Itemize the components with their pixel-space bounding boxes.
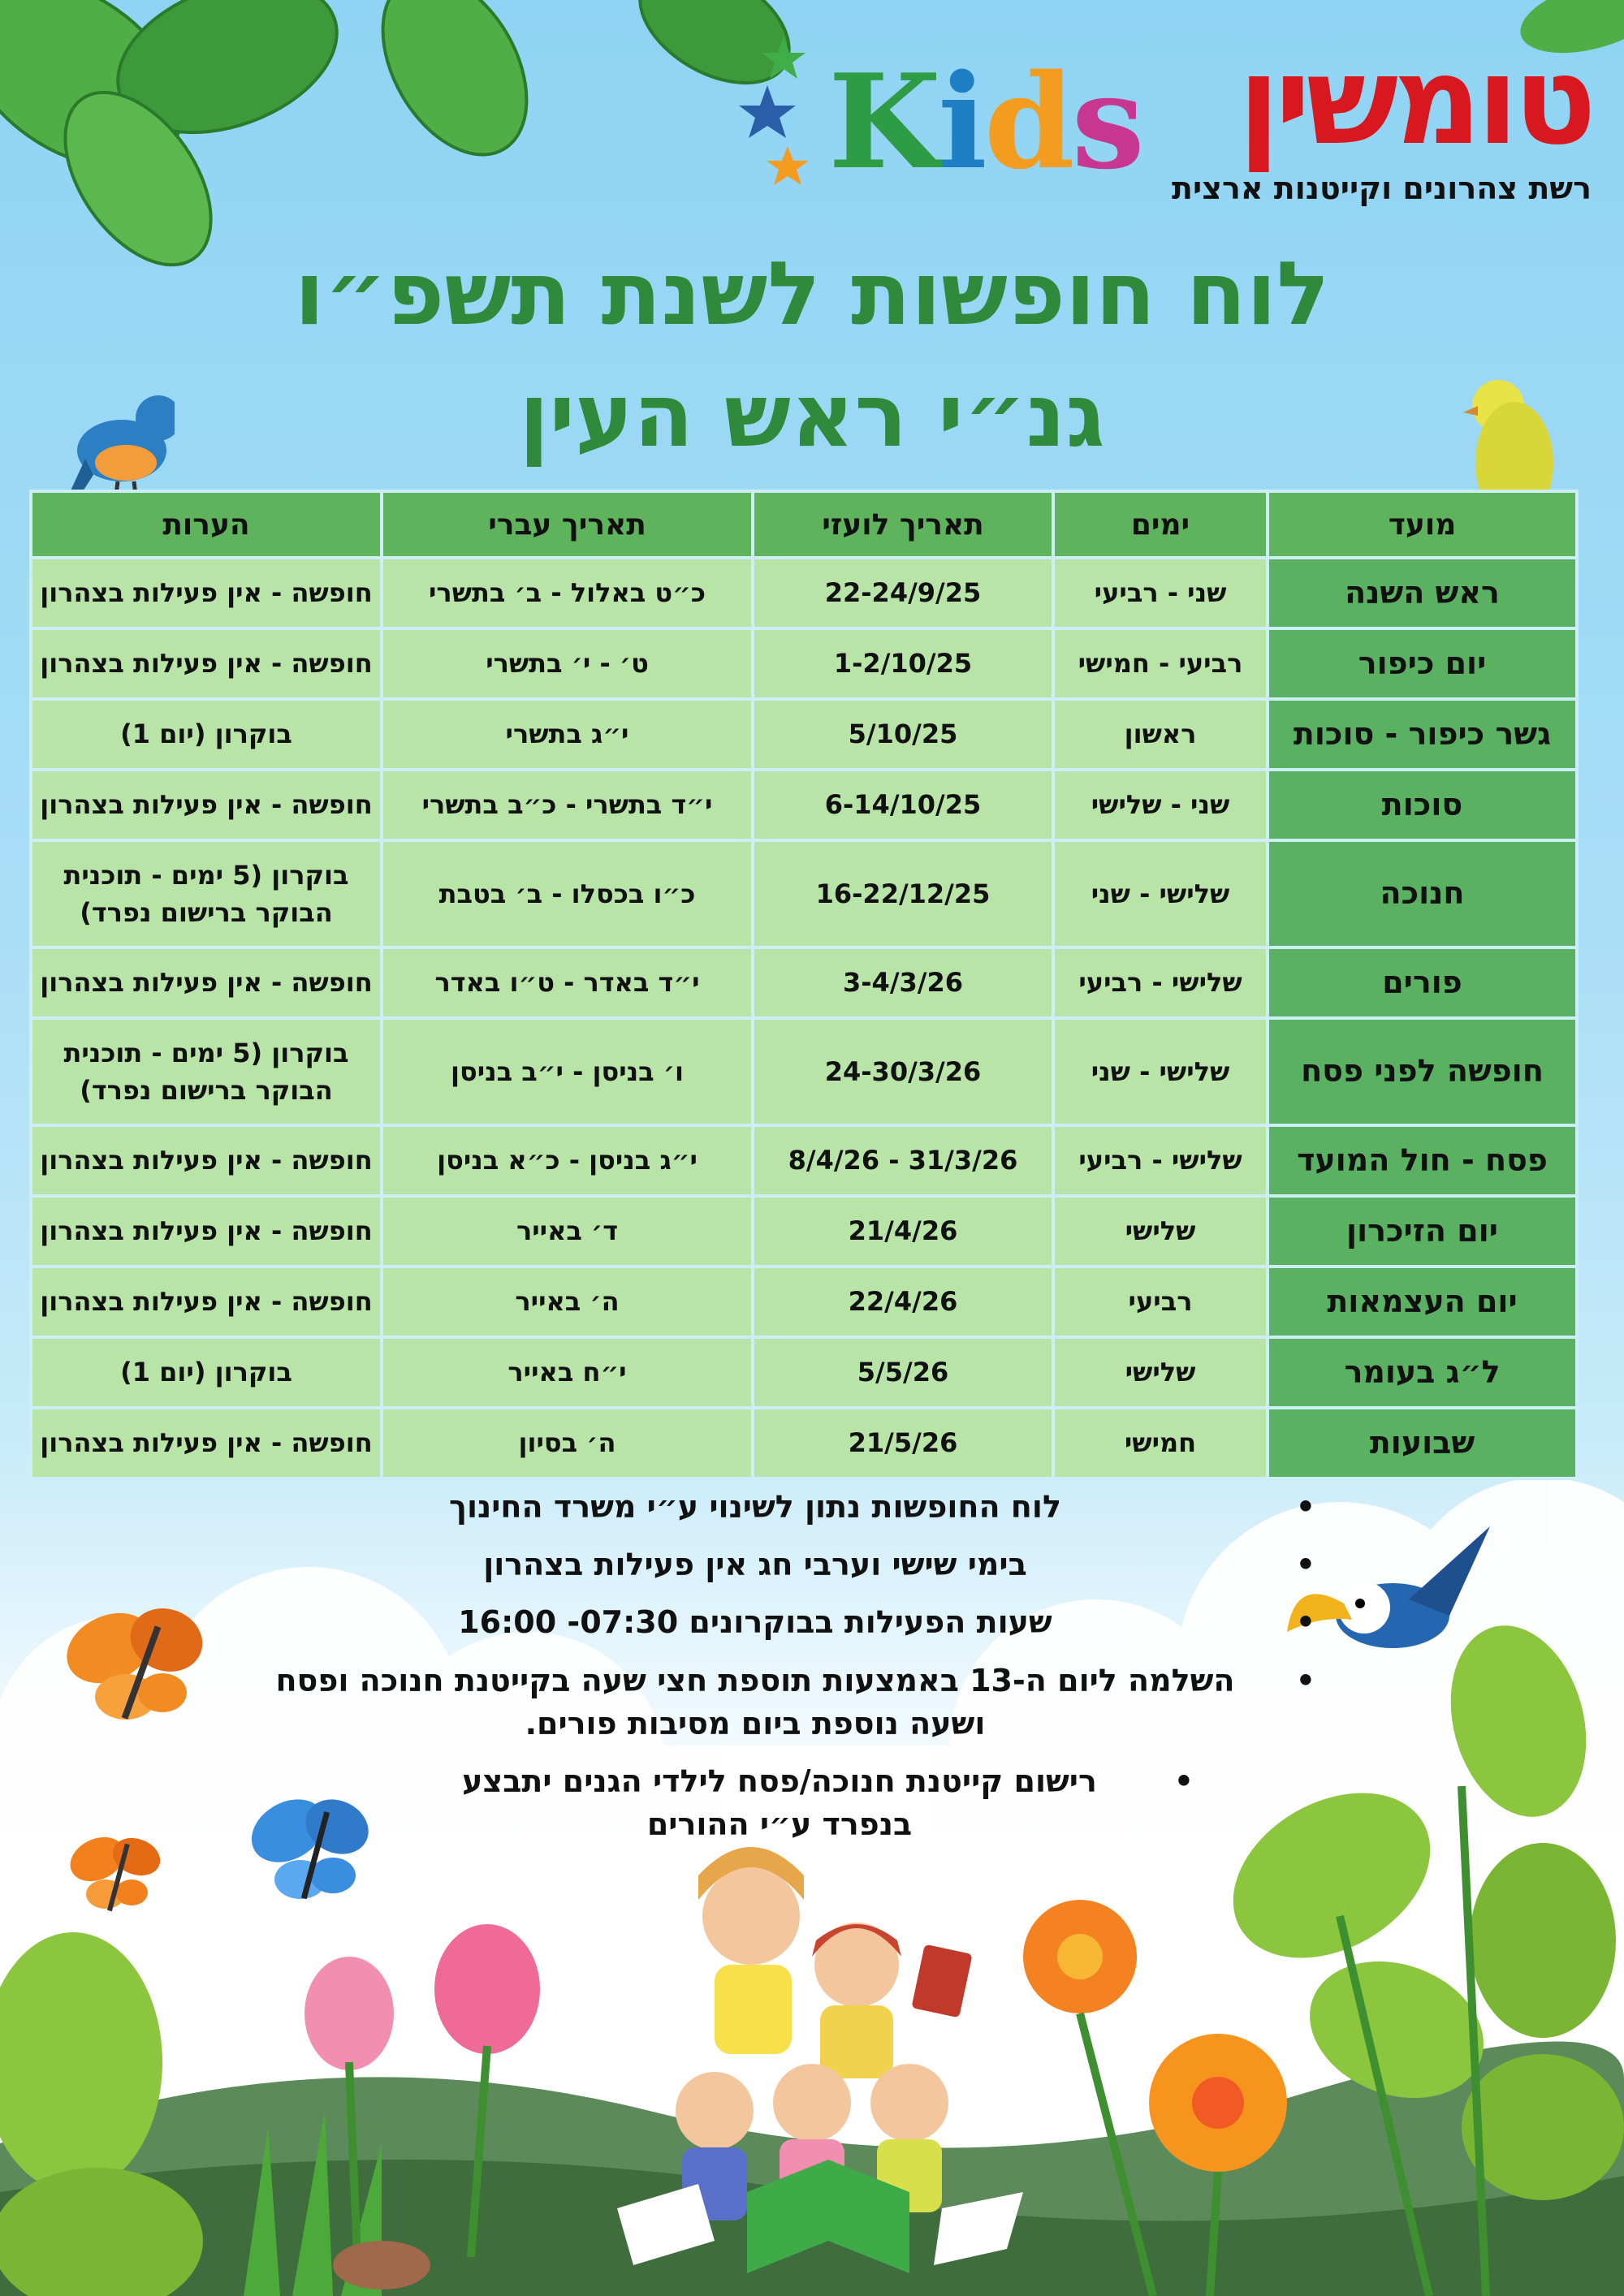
cell-gregorian-date: 31/3/26 - 8/4/26 [753, 1125, 1053, 1196]
table-row [31, 1018, 1577, 1125]
brand-name: טומשין [1237, 31, 1592, 172]
cell-holiday: פורים [1268, 947, 1577, 1018]
cell-gregorian-date: 24-30/3/26 [753, 1018, 1053, 1125]
cell-days: רביעי [1053, 1267, 1268, 1337]
note-item: • השלמה ליום ה-13 באמצעות תוספת חצי שעה בקייטנת חנוכה ופסח ושעה נוספת ביום מסיבות פורים. [244, 1659, 1315, 1746]
cell-notes: בוקרון (5 ימים - תוכנית הבוקר ברישום נפרד) [31, 840, 382, 947]
cell-gregorian-date: 16-22/12/25 [753, 840, 1053, 947]
table-row [31, 558, 1577, 628]
cell-days: רביעי - חמישי [1053, 628, 1268, 699]
cell-hebrew-date: ה׳ בסיון [382, 1408, 753, 1478]
cell-days: שני - שלישי [1053, 770, 1268, 840]
cell-hebrew-date: י״ד באדר - ט״ו באדר [382, 947, 753, 1018]
kids-wordmark: Kids [828, 45, 1142, 198]
cell-gregorian-date: 6-14/10/25 [753, 770, 1053, 840]
bullet-icon: • [1295, 1662, 1315, 1698]
cell-holiday: יום הזיכרון [1268, 1196, 1577, 1267]
cell-days: שלישי - רביעי [1053, 1125, 1268, 1196]
cell-holiday: גשר כיפור - סוכות [1268, 699, 1577, 770]
cell-notes: בוקרון (יום 1) [31, 1337, 382, 1408]
brand-tagline: רשת צהרונים וקייטנות ארצית [1172, 170, 1592, 206]
cell-notes: חופשה - אין פעילות בצהרון [31, 1196, 382, 1267]
cell-hebrew-date: י״ג בתשרי [382, 699, 753, 770]
note-item: • לוח החופשות נתון לשינוי ע״י משרד החינוך [244, 1486, 1315, 1529]
bullet-icon: • [1295, 1604, 1315, 1641]
cell-gregorian-date: 22/4/26 [753, 1267, 1053, 1337]
cell-notes: חופשה - אין פעילות בצהרון [31, 558, 382, 628]
brand-logo [739, 32, 1592, 211]
cell-days: חמישי [1053, 1408, 1268, 1478]
cell-gregorian-date: 5/10/25 [753, 699, 1053, 770]
butterfly-orange-icon [61, 1591, 215, 1746]
cell-days: שלישי - שני [1053, 840, 1268, 947]
cell-notes: חופשה - אין פעילות בצהרון [31, 628, 382, 699]
cell-holiday: יום העצמאות [1268, 1267, 1577, 1337]
cell-hebrew-date: ט׳ - י׳ בתשרי [382, 628, 753, 699]
header-holiday: מועד [1268, 491, 1577, 558]
notes-list [244, 1486, 1315, 1861]
table-row [31, 1337, 1577, 1408]
cell-notes: בוקרון (5 ימים - תוכנית הבוקר ברישום נפרד) [31, 1018, 382, 1125]
cell-days: שלישי - רביעי [1053, 947, 1268, 1018]
cell-gregorian-date: 21/4/26 [753, 1196, 1053, 1267]
note-item: • בימי שישי וערבי חג אין פעילות בצהרון [244, 1543, 1315, 1586]
cell-days: שלישי [1053, 1196, 1268, 1267]
header-hebrew-date: תאריך עברי [382, 491, 753, 558]
table-row [31, 1196, 1577, 1267]
cell-hebrew-date: ה׳ באייר [382, 1267, 753, 1337]
cell-holiday: חנוכה [1268, 840, 1577, 947]
cell-notes: בוקרון (יום 1) [31, 699, 382, 770]
note-item: • רישום קייטנת חנוכה/פסח לילדי הגנים יתבצע בנפרד ע״י ההורים [244, 1760, 1315, 1846]
note-item: • שעות הפעילות בבוקרונים 07:30- 16:00 [244, 1601, 1315, 1644]
table-row [31, 1267, 1577, 1337]
stars-people-icon [739, 32, 836, 195]
cell-hebrew-date: י״ד בתשרי - כ״ב בתשרי [382, 770, 753, 840]
table-row [31, 628, 1577, 699]
cell-notes: חופשה - אין פעילות בצהרון [31, 770, 382, 840]
cell-days: שלישי [1053, 1337, 1268, 1408]
header-days: ימים [1053, 491, 1268, 558]
cell-hebrew-date: י״ח באייר [382, 1337, 753, 1408]
table-row [31, 947, 1577, 1018]
cell-holiday: ל״ג בעומר [1268, 1337, 1577, 1408]
table-row [31, 840, 1577, 947]
cell-days: שני - רביעי [1053, 558, 1268, 628]
cell-hebrew-date: ד׳ באייר [382, 1196, 753, 1267]
bullet-icon: • [1295, 1489, 1315, 1525]
cell-notes: חופשה - אין פעילות בצהרון [31, 947, 382, 1018]
cell-notes: חופשה - אין פעילות בצהרון [31, 1408, 382, 1478]
cell-holiday: שבועות [1268, 1408, 1577, 1478]
table-row [31, 699, 1577, 770]
cell-hebrew-date: כ״ט באלול - ב׳ בתשרי [382, 558, 753, 628]
cell-gregorian-date: 1-2/10/25 [753, 628, 1053, 699]
page-title: לוח חופשות לשנת תשפ״ו [294, 244, 1330, 345]
bullet-icon: • [1173, 1763, 1194, 1799]
cell-hebrew-date: ו׳ בניסן - י״ב בניסן [382, 1018, 753, 1125]
cell-notes: חופשה - אין פעילות בצהרון [31, 1125, 382, 1196]
table-row [31, 1125, 1577, 1196]
cell-holiday: ראש השנה [1268, 558, 1577, 628]
bullet-icon: • [1295, 1547, 1315, 1583]
cell-notes: חופשה - אין פעילות בצהרון [31, 1267, 382, 1337]
page-subtitle: גנ״י ראש העין [519, 365, 1105, 467]
cell-gregorian-date: 5/5/26 [753, 1337, 1053, 1408]
header-notes: הערות [31, 491, 382, 558]
cell-gregorian-date: 3-4/3/26 [753, 947, 1053, 1018]
toucan-bird-icon [1287, 1526, 1498, 1681]
cell-holiday: פסח - חול המועד [1268, 1125, 1577, 1196]
cell-holiday: יום כיפור [1268, 628, 1577, 699]
header-gregorian-date: תאריך לועזי [753, 491, 1053, 558]
butterfly-small-icon [65, 1823, 171, 1928]
table-row [31, 770, 1577, 840]
table-row [31, 1408, 1577, 1478]
cell-gregorian-date: 22-24/9/25 [753, 558, 1053, 628]
cell-holiday: חופשה לפני פסח [1268, 1018, 1577, 1125]
cell-days: שלישי - שני [1053, 1018, 1268, 1125]
table-header-row [31, 491, 1577, 558]
cell-hebrew-date: כ״ו בכסלו - ב׳ בטבת [382, 840, 753, 947]
cell-holiday: סוכות [1268, 770, 1577, 840]
cell-gregorian-date: 21/5/26 [753, 1408, 1053, 1478]
cell-days: ראשון [1053, 699, 1268, 770]
holiday-table [32, 490, 1579, 1480]
cell-hebrew-date: י״ג בניסן - כ״א בניסן [382, 1125, 753, 1196]
